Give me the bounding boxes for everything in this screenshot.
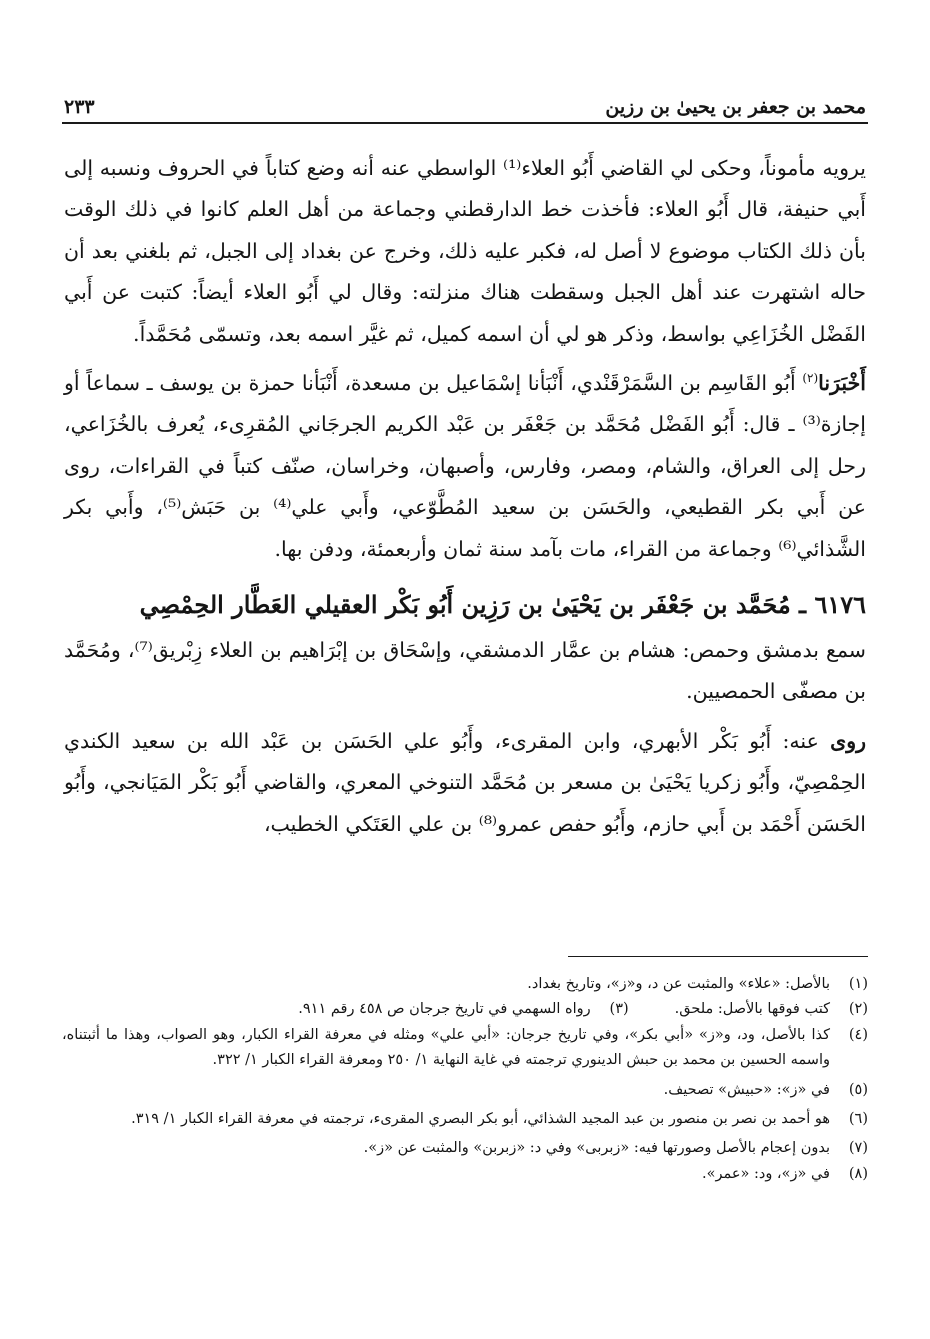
akhbarana-lead: أَخْبَرَنا — [818, 371, 866, 396]
footnote-1 — [62, 972, 868, 997]
footnote-6 — [62, 1107, 868, 1132]
paragraph-1: يرويه مأموناً، وحكى لي القاضي أَبُو العلاء⁽¹⁾ الواسطي عنه أنه وضع كتاباً في الحروف ونسبه إلى أَبي حنيفة، قال أَبُو العلاء: فأخذت خط الدارقطني وجماعة من أهل العلم كانوا في ذلك الوقت بأن ذلك الكتاب موضوع لا أصل له، فكبر عليه ذلك، وخرج عن بغداد إلى الجبل، ثم بلغني بعد أن حاله اشتهرت عند أهل الجبل وسقطت هناك منزلته: وقال لي أَبُو العلاء أيضاً: كتبت عن أَبي الفَضْل الخُزَاعِي بواسط، وذكر هو لي أن اسمه كميل، ثم غيَّر اسمه بعد، وتسمّى مُحَمَّداً. — [64, 156, 866, 346]
footnote-number: (٨) — [848, 1165, 868, 1182]
footnote-row-2-3 — [62, 997, 868, 1022]
paragraph-2 — [64, 363, 866, 570]
page-number: ٢٣٣ — [64, 96, 95, 118]
rawa-lead: روى — [830, 728, 867, 753]
footnote-text: كذا بالأصل، ود، و«ز» «أبي بكر»، وفي تاريخ جرجان: «أبي علي» ومثله في معرفة القراء الكبار، وهو الصواب، وهذا ما أثبتناه، واسمه الحسين بن محمد بن حبش الدينوري ترجمته في غاية النهاية ١/ ٢٥٠ ومعرفة القراء الكبار ١/ ٣٢٢. — [62, 1026, 830, 1069]
footnote-text: بدون إعجام بالأصل وصورتها فيه: «زبربى» وفي د: «زبربن» والمثبت عن «ز». — [363, 1140, 830, 1157]
footnote-4 — [62, 1023, 868, 1074]
running-head — [64, 84, 866, 118]
footnote-text: في «ز»، ود: «عمر». — [701, 1165, 830, 1182]
footnote-text: رواه السهمي في تاريخ جرجان ص ٤٥٨ رقم ٩١١. — [298, 1001, 591, 1018]
paragraph-3: سمع بدمشق وحمص: هشام بن عمَّار الدمشقي، وإسْحَاق بن إبْرَاهيم بن العلاء زِبْريق⁽⁷⁾، ومُحَمَّد بن مصفّى الحمصيين. — [64, 638, 866, 704]
footnote-text: في «ز»: «حبيش» تصحيف. — [663, 1081, 830, 1098]
footnote-number: (٣) — [609, 1001, 629, 1018]
running-title: محمد بن جعفر بن يحيىٰ بن رزين — [605, 96, 866, 118]
footnote-8 — [62, 1162, 868, 1187]
footnote-2 — [675, 997, 868, 1022]
footnote-number: (٧) — [848, 1140, 868, 1157]
entry-heading: ٦١٧٦ ـ مُحَمَّد بن جَعْفَر بن يَحْيَىٰ بن رَزِين أَبُو بَكْر العقيلي العَطَّار الحِمْصِي — [139, 590, 866, 620]
footnote-number: (٥) — [848, 1081, 868, 1098]
footnote-rule — [568, 956, 868, 957]
footnote-3 — [298, 997, 628, 1022]
header-rule — [62, 122, 868, 124]
footnote-number: (٤) — [848, 1026, 868, 1043]
footnote-number: (٦) — [848, 1111, 868, 1128]
footnote-5 — [62, 1078, 868, 1103]
footnote-text: هو أحمد بن نصر بن منصور بن عبد المجيد الشذائي، أبو بكر البصري المقرىء، ترجمته في معرفة القراء الكبار ١/ ٣١٩. — [131, 1111, 830, 1128]
paragraph-4-text: عنه: أَبُو بَكْر الأبهري، وابن المقرىء، وأَبُو علي الحَسَن بن عَبْد الله بن سعيد الكندي الحِمْصِيّ، وأَبُو زكريا يَحْيَىٰ بن مسعر بن مُحَمَّد التنوخي المعري، والقاضي أَبُو بَكْر المَيَانجي، وأَبُو الحَسَن أَحْمَد بن أَبي حازم، وأَبُو حفص عمرو⁽⁸⁾ بن علي العَتَكي الخطيب، — [64, 728, 866, 836]
footnote-7 — [62, 1136, 868, 1161]
paragraph-4 — [64, 721, 866, 845]
footnote-text: بالأصل: «علاء» والمثبت عن د، و«ز»، وتاريخ بغداد. — [527, 976, 830, 992]
main-text — [64, 148, 866, 845]
footnote-number: (٢) — [848, 1001, 868, 1018]
footnotes — [62, 972, 868, 1187]
lead-note-marker: (٢) — [802, 371, 819, 386]
footnote-text: كتب فوقها بالأصل: ملحق. — [674, 1001, 830, 1018]
footnote-number: (١) — [848, 976, 868, 992]
paragraph-2-text: أَبُو القَاسِم بن السَّمَرْقَنْدي، أَنْبَأنا إسْمَاعيل بن مسعدة، أَنْبَأنا حمزة بن يوسف ـ سماعاً أو إجازة⁽³⁾ ـ قال: أَبُو الفَضْل مُحَمَّد بن جَعْفَر بن عَبْد الكريم الجرجَاني المُقرِىء، يُعرف بالخُزَاعي، رحل إلى العراق، والشام، ومصر، وفارس، وأصبهان، وخراسان، صنّف كتباً في القراءات، روى عن أَبي بكر القطيعي، والحَسَن بن سعيد المُطَّوّعي، وأَبي علي⁽⁴⁾ بن حَبَش⁽⁵⁾، وأَبي بكر الشَّذائي⁽⁶⁾ وجماعة من القراء، مات بآمد سنة ثمان وأربعمئة، ودفن بها. — [64, 371, 866, 561]
